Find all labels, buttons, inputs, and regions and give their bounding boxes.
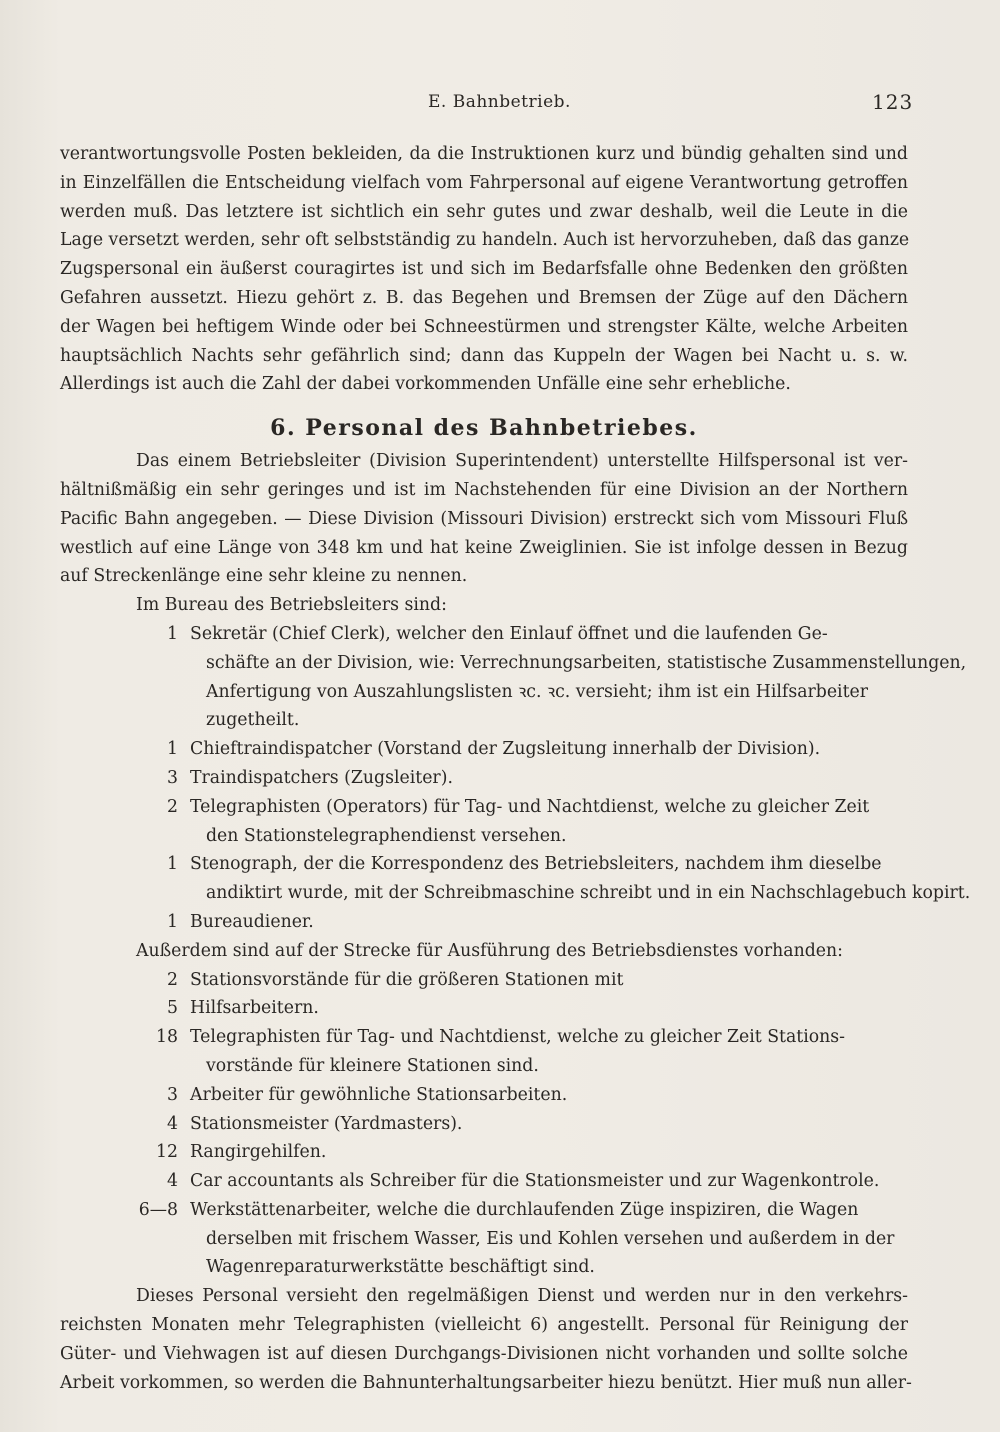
staff-count: 5	[167, 998, 178, 1019]
text-line: Dieses Personal versieht den regelmäßigen Dienst und werden nur in den verkehrs-	[136, 1286, 908, 1307]
staff-entry	[60, 620, 967, 735]
text-line: Stationsvorstände für die größeren Stationen mit	[190, 969, 624, 990]
text-line: westlich auf eine Länge von 348 km und hat keine Zweiglinien. Sie ist infolge dessen in Bezug	[60, 537, 908, 558]
text-line: andiktirt wurde, mit der Schreibmaschine schreibt und in ein Nachschlagebuch kopirt.	[206, 883, 971, 904]
text-line: verantwortungsvolle Posten bekleiden, da die Instruktionen kurz und bündig gehalten sind und	[60, 144, 908, 164]
text-line: Chieftraindispatcher (Vorstand der Zugsleitung innerhalb der Division).	[190, 739, 821, 760]
staff-description	[190, 1023, 908, 1081]
staff-entry	[60, 850, 971, 908]
page-number: 123	[872, 90, 914, 114]
text-line: Im Bureau des Betriebsleiters sind:	[136, 595, 447, 616]
staff-description	[190, 908, 908, 937]
staff-entry	[60, 1023, 908, 1081]
text-line: Güter- und Viehwagen ist auf diesen Durchgangs-Divisionen nicht vorhanden und sollte solche	[60, 1343, 908, 1364]
staff-count: 18	[156, 1027, 178, 1048]
text-line: Das einem Betriebsleiter (Division Superintendent) unterstellte Hilfspersonal ist ver-	[136, 451, 908, 472]
staff-count: 3	[167, 767, 178, 788]
staff-count: 6—8	[138, 1199, 178, 1220]
text-line: Telegraphisten (Operators) für Tag- und Nachtdienst, welche zu gleicher Zeit	[190, 796, 870, 817]
paragraph-1	[60, 140, 908, 399]
text-line: Allerdings ist auch die Zahl der dabei vorkommenden Unfälle eine sehr erhebliche.	[60, 374, 791, 395]
staff-count: 1	[167, 911, 178, 932]
staff-count: 1	[167, 623, 178, 644]
text-line: Traindispatchers (Zugsleiter).	[190, 767, 453, 788]
staff-description	[190, 1196, 908, 1282]
text-line: Wagenreparaturwerkstätte beschäftigt sind.	[206, 1257, 595, 1278]
staff-count: 4	[167, 1113, 178, 1134]
running-head: E. Bahnbetrieb.	[428, 92, 571, 112]
text-line: Bureaudiener.	[190, 911, 314, 932]
text-line: Lage versetzt werden, sehr oft selbstständig zu handeln. Auch ist hervorzuheben, daß das ganze	[60, 230, 910, 251]
text-line: Anfertigung von Auszahlungslisten ꝛc. ꝛc. versieht; ihm ist ein Hilfsarbeiter	[206, 681, 869, 702]
staff-entry	[60, 735, 908, 764]
text-line: zugetheilt.	[206, 710, 300, 731]
staff-entry	[60, 1196, 908, 1282]
page-header	[0, 92, 1000, 120]
staff-description	[190, 1167, 908, 1196]
text-line: Werkstättenarbeiter, welche die durchlaufenden Züge inspiziren, die Wagen	[190, 1199, 859, 1220]
staff-description	[190, 735, 908, 764]
text-line: Gefahren aussetzt. Hiezu gehört z. B. das Begehen und Bremsen der Züge auf den Dächern	[60, 287, 908, 308]
text-line: Arbeit vorkommen, so werden die Bahnunterhaltungsarbeiter hiezu benützt. Hier muß nun aller-	[60, 1372, 912, 1393]
section-heading: 6. Personal des Bahnbetriebes.	[270, 415, 698, 442]
staff-entry	[60, 908, 908, 937]
staff-entry	[60, 1081, 908, 1110]
line-intro	[60, 937, 908, 966]
text-line: reichsten Monaten mehr Telegraphisten (vielleicht 6) angestellt. Personal für Reinigung der	[60, 1315, 908, 1336]
bureau-staff-list	[60, 620, 971, 937]
page-body	[60, 140, 971, 1397]
text-line: der Wagen bei heftigem Winde oder bei Schneestürmen und strengster Kälte, welche Arbeiten	[60, 316, 908, 337]
paragraph-3	[60, 1282, 912, 1397]
text-line: auf Streckenlänge eine sehr kleine zu nennen.	[60, 566, 468, 587]
staff-entry	[60, 793, 908, 851]
text-line: Außerdem sind auf der Strecke für Ausführung des Betriebsdienstes vorhanden:	[136, 940, 843, 961]
text-line: Car accountants als Schreiber für die Stationsmeister und zur Wagenkontrole.	[190, 1171, 880, 1192]
text-line: in Einzelfällen die Entscheidung vielfach vom Fahrpersonal auf eigene Verantwortung getroffen	[60, 172, 908, 193]
staff-description	[190, 1138, 908, 1167]
staff-description	[190, 620, 967, 735]
staff-count: 12	[156, 1142, 178, 1163]
text-line: hältnißmäßig ein sehr geringes und ist im Nachstehenden für eine Division an der Northern	[60, 479, 908, 500]
staff-description	[190, 764, 908, 793]
staff-description	[190, 994, 908, 1023]
text-line: den Stationstelegraphendienst versehen.	[206, 825, 567, 846]
staff-entry	[60, 994, 908, 1023]
text-line: schäfte an der Division, wie: Verrechnungsarbeiten, statistische Zusammenstellungen,	[206, 652, 967, 673]
text-line: werden muß. Das letztere ist sichtlich ein sehr gutes und zwar deshalb, weil die Leute in die	[60, 201, 908, 222]
text-line: hauptsächlich Nachts sehr gefährlich sind; dann das Kuppeln der Wagen bei Nacht u. s. w.	[60, 345, 908, 366]
text-line: Rangirgehilfen.	[190, 1142, 327, 1163]
staff-count: 2	[167, 969, 178, 990]
text-line: Arbeiter für gewöhnliche Stationsarbeiten.	[190, 1084, 568, 1105]
staff-count: 1	[167, 739, 178, 760]
staff-count: 2	[167, 796, 178, 817]
text-line: Telegraphisten für Tag- und Nachtdienst, welche zu gleicher Zeit Stations-	[190, 1027, 846, 1048]
text-line: derselben mit frischem Wasser, Eis und Kohlen versehen und außerdem in der	[206, 1228, 895, 1249]
bureau-intro	[60, 591, 908, 620]
staff-entry	[60, 1110, 908, 1139]
staff-entry	[60, 1167, 908, 1196]
staff-entry	[60, 966, 908, 995]
text-line: Zugspersonal ein äußerst couragirtes ist und sich im Bedarfsfalle ohne Bedenken den größten	[60, 259, 908, 280]
staff-count: 3	[167, 1084, 178, 1105]
paragraph-2	[60, 447, 908, 591]
text-line: vorstände für kleinere Stationen sind.	[206, 1055, 539, 1076]
staff-description	[190, 1081, 908, 1110]
text-line: Hilfsarbeitern.	[190, 998, 319, 1019]
staff-description	[190, 850, 971, 908]
staff-description	[190, 793, 908, 851]
text-line: Sekretär (Chief Clerk), welcher den Einlauf öffnet und die laufenden Ge-	[190, 623, 828, 644]
staff-count: 4	[167, 1171, 178, 1192]
line-staff-list	[60, 966, 908, 1283]
staff-entry	[60, 1138, 908, 1167]
staff-description	[190, 966, 908, 995]
text-line: Pacific Bahn angegeben. — Diese Division (Missouri Division) erstreckt sich vom Missouri Fluß	[60, 508, 908, 529]
text-line: Stationsmeister (Yardmasters).	[190, 1113, 463, 1134]
text-line: Stenograph, der die Korrespondenz des Betriebsleiters, nachdem ihm dieselbe	[190, 854, 882, 875]
staff-entry	[60, 764, 908, 793]
staff-description	[190, 1110, 908, 1139]
staff-count: 1	[167, 854, 178, 875]
